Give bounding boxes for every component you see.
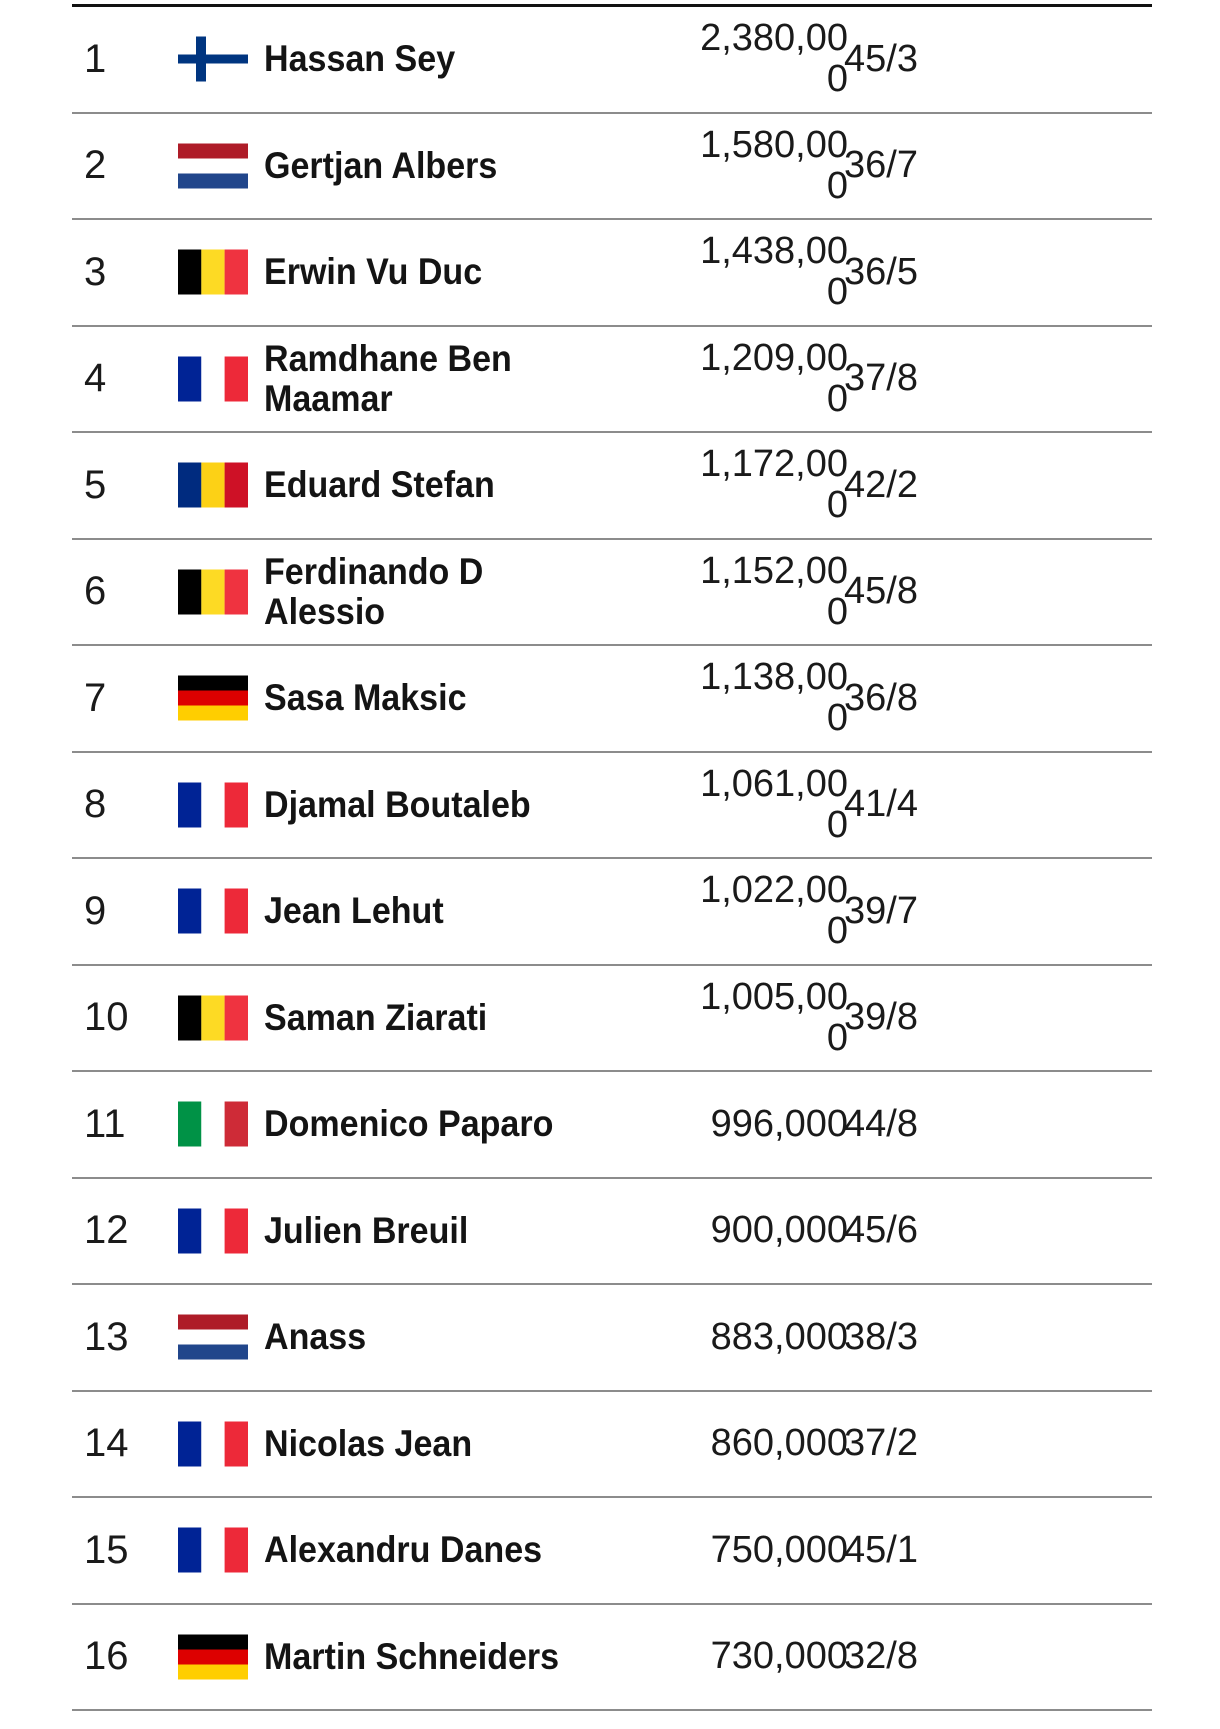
flag-italy-icon bbox=[178, 1102, 248, 1147]
points-cell: 1,172,000 bbox=[700, 443, 848, 527]
player-name: Djamal Boutaleb bbox=[264, 783, 531, 825]
tournaments-cell: 37/8 bbox=[844, 357, 918, 400]
table-row[interactable] bbox=[72, 1605, 1152, 1712]
player-name: Ferdinando D Alessio bbox=[264, 550, 484, 632]
table-row[interactable] bbox=[72, 7, 1152, 114]
points-cell: 1,022,000 bbox=[700, 869, 848, 953]
tournaments-cell: 45/6 bbox=[844, 1209, 918, 1252]
player-name: Hassan Sey bbox=[264, 38, 456, 80]
rank-cell: 3 bbox=[84, 249, 107, 294]
rank-cell: 9 bbox=[84, 888, 107, 933]
player-name: Julien Breuil bbox=[264, 1209, 469, 1251]
player-name: Jean Lehut bbox=[264, 890, 444, 932]
rank-cell: 7 bbox=[84, 675, 107, 720]
rankings-table bbox=[72, 4, 1152, 1711]
table-row[interactable] bbox=[72, 1392, 1152, 1499]
flag-france-icon bbox=[178, 889, 248, 934]
tournaments-cell: 45/8 bbox=[844, 570, 918, 613]
table-row[interactable] bbox=[72, 220, 1152, 327]
table-row[interactable] bbox=[72, 753, 1152, 860]
flag-germany-icon bbox=[178, 676, 248, 721]
flag-netherlands-icon bbox=[178, 143, 248, 188]
rank-cell: 10 bbox=[84, 995, 129, 1040]
tournaments-cell: 36/5 bbox=[844, 250, 918, 293]
rank-cell: 12 bbox=[84, 1208, 129, 1253]
flag-france-icon bbox=[178, 782, 248, 827]
tournaments-cell: 44/8 bbox=[844, 1102, 918, 1145]
flag-romania-icon bbox=[178, 463, 248, 508]
table-row[interactable] bbox=[72, 859, 1152, 966]
rank-cell: 1 bbox=[84, 36, 107, 81]
points-cell: 1,580,000 bbox=[700, 123, 848, 207]
points-cell: 2,380,000 bbox=[700, 17, 848, 101]
tournaments-cell: 32/8 bbox=[844, 1635, 918, 1678]
rank-cell: 6 bbox=[84, 569, 107, 614]
table-row[interactable] bbox=[72, 327, 1152, 434]
rank-cell: 5 bbox=[84, 462, 107, 507]
tournaments-cell: 39/7 bbox=[844, 889, 918, 932]
flag-france-icon bbox=[178, 1528, 248, 1573]
points-cell: 1,152,000 bbox=[700, 549, 848, 633]
flag-belgium-icon bbox=[178, 995, 248, 1040]
flag-belgium-icon bbox=[178, 250, 248, 295]
flag-france-icon bbox=[178, 1421, 248, 1466]
tournaments-cell: 45/3 bbox=[844, 37, 918, 80]
player-name: Domenico Paparo bbox=[264, 1103, 554, 1145]
points-cell: 1,061,000 bbox=[700, 762, 848, 846]
table-row[interactable] bbox=[72, 114, 1152, 221]
player-name: Anass bbox=[264, 1316, 367, 1358]
rank-cell: 15 bbox=[84, 1527, 129, 1572]
points-cell: 1,005,000 bbox=[700, 975, 848, 1059]
tournaments-cell: 38/3 bbox=[844, 1315, 918, 1358]
points-cell: 883,000 bbox=[710, 1315, 848, 1358]
rank-cell: 2 bbox=[84, 143, 107, 188]
table-row[interactable] bbox=[72, 1179, 1152, 1286]
rank-cell: 11 bbox=[84, 1101, 126, 1146]
rank-cell: 8 bbox=[84, 782, 107, 827]
flag-finland-icon bbox=[178, 37, 248, 82]
tournaments-cell: 37/2 bbox=[844, 1422, 918, 1465]
points-cell: 1,438,000 bbox=[700, 230, 848, 314]
player-name: Gertjan Albers bbox=[264, 144, 498, 186]
tournaments-cell: 36/8 bbox=[844, 676, 918, 719]
player-name: Sasa Maksic bbox=[264, 677, 467, 719]
points-cell: 730,000 bbox=[710, 1635, 848, 1678]
tournaments-cell: 39/8 bbox=[844, 996, 918, 1039]
flag-germany-icon bbox=[178, 1634, 248, 1679]
points-cell: 996,000 bbox=[710, 1102, 848, 1145]
player-name: Erwin Vu Duc bbox=[264, 251, 483, 293]
player-name: Alexandru Danes bbox=[264, 1529, 543, 1571]
tournaments-cell: 45/1 bbox=[844, 1528, 918, 1571]
rank-cell: 13 bbox=[84, 1314, 129, 1359]
flag-netherlands-icon bbox=[178, 1315, 248, 1360]
flag-france-icon bbox=[178, 1208, 248, 1253]
points-cell: 900,000 bbox=[710, 1209, 848, 1252]
table-row[interactable] bbox=[72, 1498, 1152, 1605]
player-name: Saman Ziarati bbox=[264, 996, 488, 1038]
points-cell: 1,138,000 bbox=[700, 656, 848, 740]
tournaments-cell: 36/7 bbox=[844, 144, 918, 187]
points-cell: 860,000 bbox=[710, 1422, 848, 1465]
points-cell: 1,209,000 bbox=[700, 336, 848, 420]
tournaments-cell: 42/2 bbox=[844, 463, 918, 506]
player-name: Martin Schneiders bbox=[264, 1635, 560, 1677]
rank-cell: 16 bbox=[84, 1634, 129, 1679]
tournaments-cell: 41/4 bbox=[844, 783, 918, 826]
rank-cell: 14 bbox=[84, 1421, 129, 1466]
flag-france-icon bbox=[178, 356, 248, 401]
player-name: Eduard Stefan bbox=[264, 464, 495, 506]
flag-belgium-icon bbox=[178, 569, 248, 614]
rank-cell: 4 bbox=[84, 356, 107, 401]
points-cell: 750,000 bbox=[710, 1528, 848, 1571]
table-row[interactable] bbox=[72, 540, 1152, 647]
player-name: Ramdhane Ben Maamar bbox=[264, 337, 512, 419]
table-row[interactable] bbox=[72, 966, 1152, 1073]
table-row[interactable] bbox=[72, 1072, 1152, 1179]
table-row[interactable] bbox=[72, 433, 1152, 540]
table-row[interactable] bbox=[72, 1285, 1152, 1392]
player-name: Nicolas Jean bbox=[264, 1422, 473, 1464]
table-row[interactable] bbox=[72, 646, 1152, 753]
